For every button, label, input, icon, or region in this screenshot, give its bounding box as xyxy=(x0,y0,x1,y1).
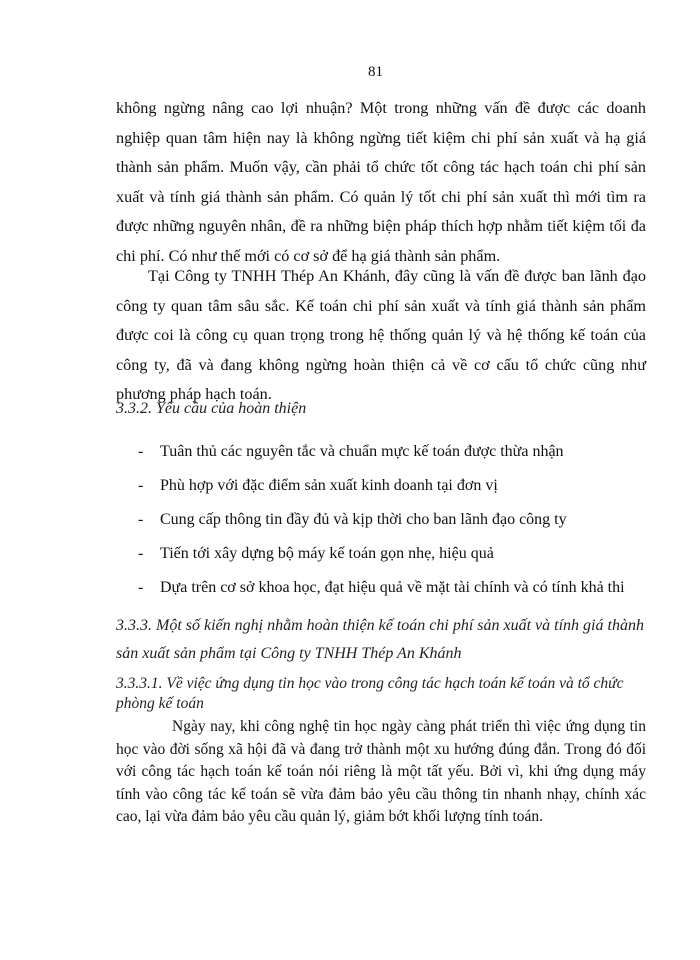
list-item-text: Phù hợp với đặc điểm sản xuất kinh doanh tại đơn vị xyxy=(160,477,498,494)
list-item-text: Dựa trên cơ sở khoa học, đạt hiệu quả về mặt tài chính và có tính khả thi xyxy=(160,579,625,596)
bullet-dash: - xyxy=(138,579,144,596)
requirements-list xyxy=(116,437,646,602)
bullet-dash: - xyxy=(138,477,144,494)
list-item xyxy=(116,437,646,466)
list-item xyxy=(116,505,646,534)
bullet-dash: - xyxy=(138,545,144,562)
list-item-text: Tiến tới xây dựng bộ máy kế toán gọn nhẹ, hiệu quả xyxy=(160,545,494,562)
heading-3-3-3: 3.3.3. Một số kiến nghị nhằm hoàn thiện kế toán chi phí sản xuất và tính giá thành sản xuất sản phẩm tại Công ty TNHH Thép An Khánh xyxy=(116,617,644,662)
list-item-text: Cung cấp thông tin đầy đủ và kịp thời cho ban lãnh đạo công ty xyxy=(160,511,567,528)
paragraph-company: Tại Công ty TNHH Thép An Khánh, đây cũng là vấn đề được ban lãnh đạo công ty quan tâm sâu sắc. Kế toán chi phí sản xuất và tính giá thành sản phẩm được coi là công cụ quan trọng trong hệ thống quản lý và hệ thống kế toán của công ty, đã và đang không ngừng hoàn thiện cả về cơ cấu tổ chức cũng như phương pháp hạch toán. xyxy=(116,267,646,403)
list-item xyxy=(116,471,646,500)
bullet-dash: - xyxy=(138,511,144,528)
paragraph-it-application xyxy=(116,716,646,829)
list-item-text: Tuân thủ các nguyên tắc và chuẩn mực kế toán được thừa nhận xyxy=(160,443,564,460)
list-item xyxy=(116,573,646,602)
heading-3-3-3-1: 3.3.3.1. Về việc ứng dụng tin học vào trong công tác hạch toán kế toán và tổ chức phòng kế toán xyxy=(116,675,624,712)
heading-3-3-2: 3.3.2. Yêu cầu của hoàn thiện xyxy=(116,400,307,417)
bullet-dash: - xyxy=(138,443,144,460)
page-number: 81 xyxy=(368,64,383,80)
paragraph-profit: không ngừng nâng cao lợi nhuận? Một trong những vấn đề được các doanh nghiệp quan tâm hiện nay là không ngừng tiết kiệm chi phí sản xuất và hạ giá thành sản phẩm. Muốn vậy, cần phải tổ chức tốt công tác hạch toán chi phí sản xuất và tính giá thành sản phẩm. Có quản lý tốt chi phí sản xuất thì mới tìm ra được những nguyên nhân, đề ra những biện pháp thích hợp nhằm tiết kiệm tối đa chi phí. Có như thế mới có cơ sở để hạ giá thành sản phẩm. xyxy=(116,99,646,265)
list-item xyxy=(116,539,646,568)
paragraph-it-text: Ngày nay, khi công nghệ tin học ngày càng phát triển thì việc ứng dụng tin học vào đời sống xã hội đã và đang trở thành một xu hướng đúng đắn. Trong đó đối với công tác hạch toán kế toán nói riêng là một tất yếu. Bởi vì, khi ứng dụng máy tính vào công tác kế toán sẽ vừa đảm bảo yêu cầu thông tin nhanh nhạy, chính xác cao, lại vừa đảm bảo yêu cầu quản lý, giảm bớt khối lượng tính toán. xyxy=(116,718,646,825)
